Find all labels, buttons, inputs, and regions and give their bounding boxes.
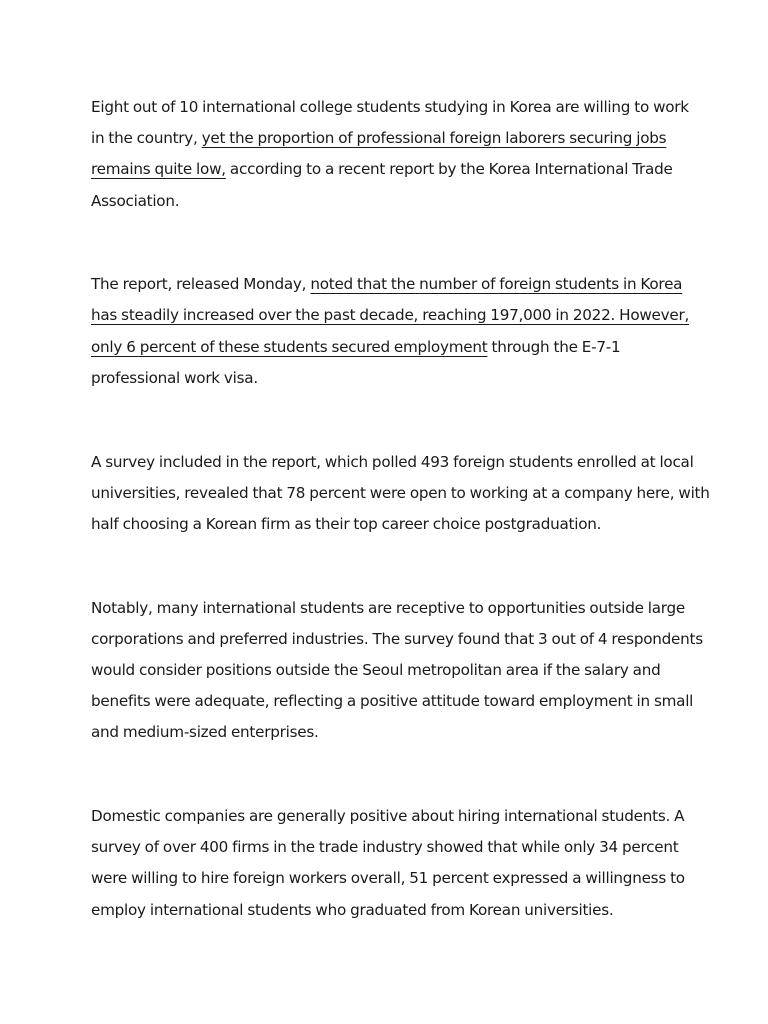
underlined-text: remains quite low, xyxy=(91,160,226,179)
paragraph-line xyxy=(91,186,691,217)
paragraph-line xyxy=(91,655,691,686)
document-body xyxy=(91,92,710,926)
text-run: and medium-sized enterprises. xyxy=(91,723,319,742)
paragraph-4 xyxy=(91,593,703,749)
paragraph-line xyxy=(91,509,691,540)
text-run: corporations and preferred industries. The survey found that 3 out of 4 respondents xyxy=(91,629,703,648)
text-run: A survey included in the report, which polled 493 foreign students enrolled at local xyxy=(91,452,694,471)
paragraph-line xyxy=(91,154,691,185)
paragraph-line xyxy=(91,123,691,154)
underlined-text: only 6 percent of these students secured employment xyxy=(91,337,488,356)
text-run: Eight out of 10 international college students studying in Korea are willing to work xyxy=(91,98,689,116)
paragraph-gap xyxy=(91,749,691,802)
paragraph-line xyxy=(91,863,691,894)
text-run: through the E-7-1 xyxy=(487,337,621,356)
paragraph-2 xyxy=(91,269,691,394)
paragraph-5 xyxy=(91,801,691,926)
text-run: universities, revealed that 78 percent were open to working at a company here, with xyxy=(91,483,710,502)
text-run: half choosing a Korean firm as their top career choice postgraduation. xyxy=(91,514,602,533)
underlined-text: noted that the number of foreign students in Korea xyxy=(310,275,683,294)
text-run: would consider positions outside the Seoul metropolitan area if the salary and xyxy=(91,660,661,679)
paragraph-line xyxy=(91,332,691,363)
text-run: survey of over 400 firms in the trade industry showed that while only 34 percent xyxy=(91,838,679,857)
text-run: professional work visa. xyxy=(91,368,258,387)
text-run: in the country, xyxy=(91,129,202,148)
paragraph-line xyxy=(91,895,691,926)
paragraph-line xyxy=(91,624,703,655)
paragraph-line xyxy=(91,269,691,300)
paragraph-line xyxy=(91,447,694,478)
paragraph-line xyxy=(91,801,691,832)
text-run: benefits were adequate, reflecting a positive attitude toward employment in small xyxy=(91,692,694,711)
underlined-text: has steadily increased over the past decade, reaching 197,000 in 2022. However, xyxy=(91,306,690,325)
paragraph-3 xyxy=(91,447,710,541)
paragraph-line xyxy=(91,593,691,624)
paragraph-gap xyxy=(91,394,691,447)
text-run: Association. xyxy=(91,191,180,210)
underlined-text: yet the proportion of professional foreign laborers securing jobs xyxy=(201,129,667,148)
text-run: employ international students who graduated from Korean universities. xyxy=(91,900,614,919)
paragraph-gap xyxy=(91,217,691,270)
text-run: The report, released Monday, xyxy=(91,275,311,294)
paragraph-line xyxy=(91,478,710,509)
paragraph-line xyxy=(91,363,691,394)
text-run: Domestic companies are generally positive about hiring international students. A xyxy=(91,807,685,825)
paragraph-line xyxy=(91,92,691,123)
paragraph-line xyxy=(91,717,691,748)
text-run: were willing to hire foreign workers overall, 51 percent expressed a willingness to xyxy=(91,869,685,888)
paragraph-line xyxy=(91,686,694,717)
paragraph-line xyxy=(91,300,691,331)
paragraph-1 xyxy=(91,92,691,217)
paragraph-line xyxy=(91,832,691,863)
paragraph-gap xyxy=(91,540,691,593)
text-run: Notably, many international students are receptive to opportunities outside large xyxy=(91,598,685,617)
text-run: according to a recent report by the Korea International Trade xyxy=(225,160,673,179)
